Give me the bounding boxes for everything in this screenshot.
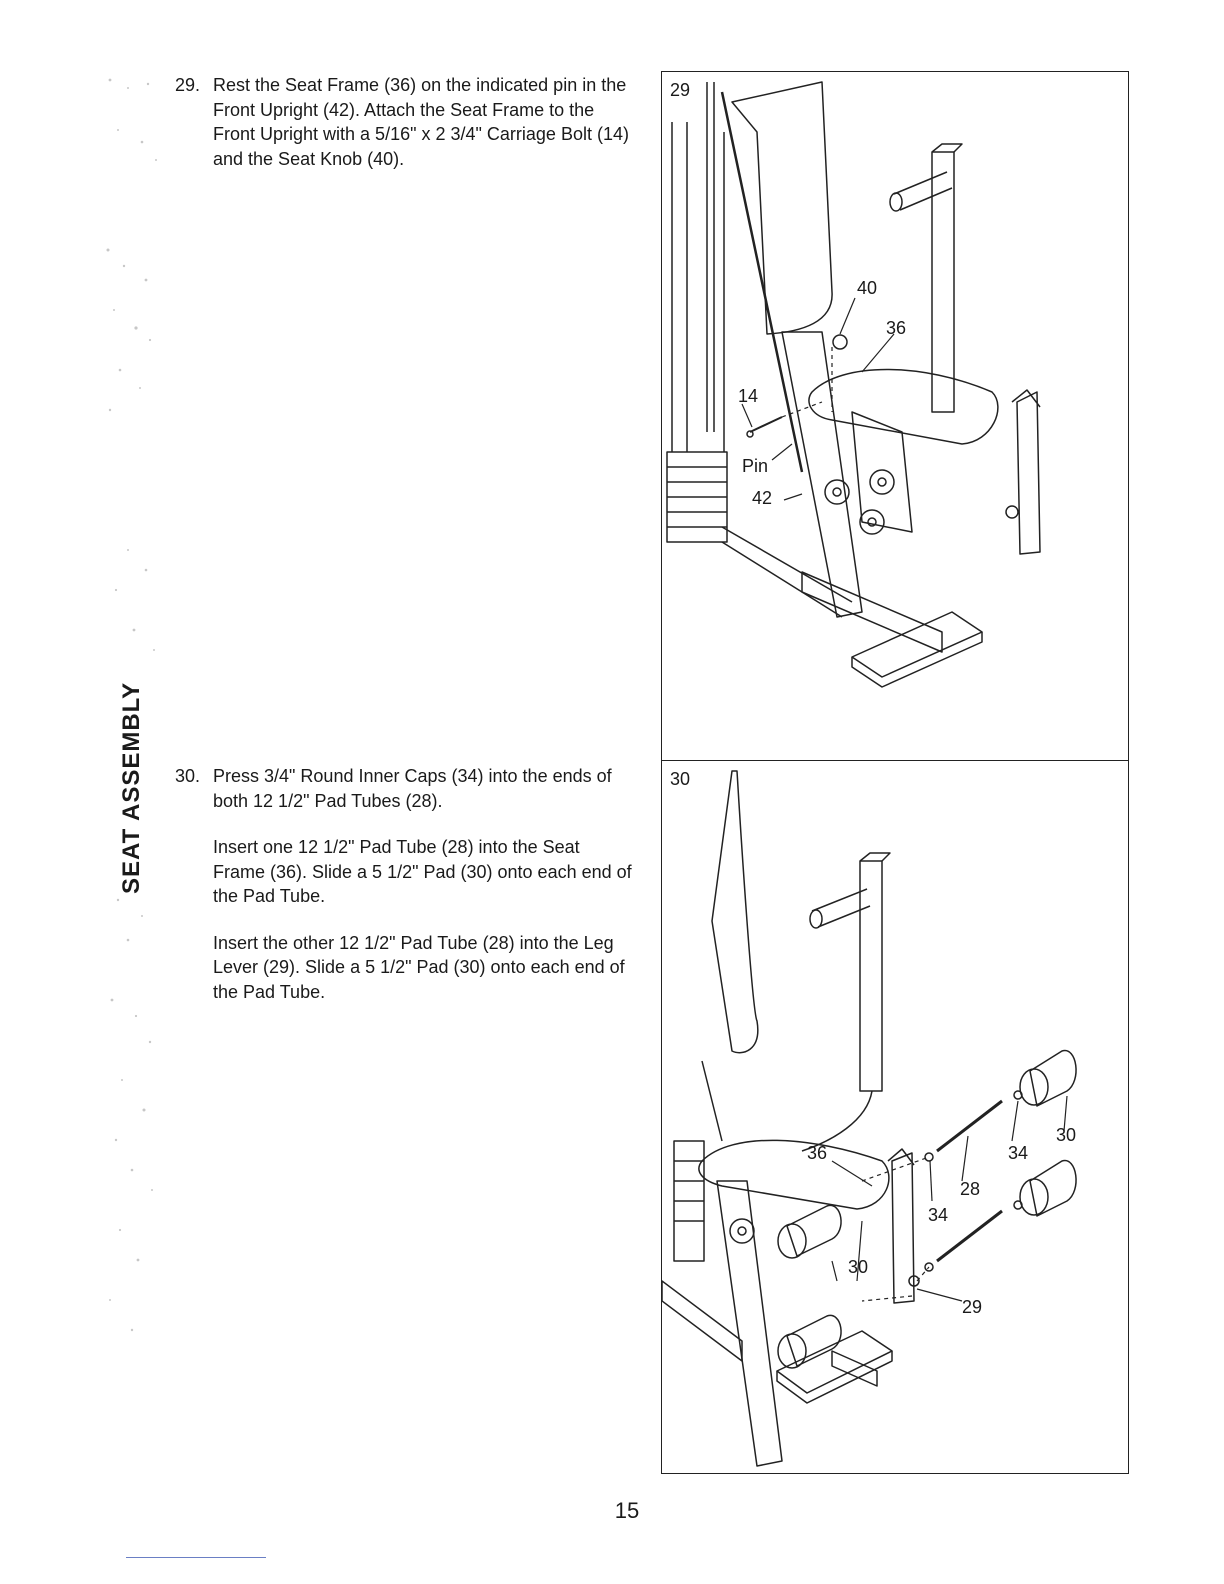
step-30-text-1: Press 3/4" Round Inner Caps (34) into the ends of both 12 1/2" Pad Tubes (28). [213, 766, 612, 811]
figure-29 [661, 71, 1129, 761]
figure-30-number: 30 [670, 769, 691, 789]
step-30-number: 30. [175, 766, 201, 786]
callout-30-34b: 34 [928, 1205, 949, 1225]
step-30 [175, 764, 635, 1026]
callout-30-28: 28 [960, 1179, 981, 1199]
callout-29-14: 14 [738, 386, 759, 406]
figure-29-number: 29 [670, 80, 691, 100]
callout-30-29: 29 [962, 1297, 983, 1317]
callout-29-36: 36 [886, 318, 907, 338]
figure-30 [661, 760, 1129, 1474]
callout-30-34a: 34 [1008, 1143, 1029, 1163]
figure-30-drawing [662, 761, 1128, 1473]
figure-29-drawing [662, 72, 1128, 760]
callout-30-30b: 30 [848, 1257, 869, 1277]
callout-30-30a: 30 [1056, 1125, 1077, 1145]
callout-29-40: 40 [857, 278, 878, 298]
step-30-text-2: Insert one 12 1/2" Pad Tube (28) into the Seat Frame (36). Slide a 5 1/2" Pad (30) onto each end of the Pad Tube. [213, 837, 632, 906]
callout-29-pin: Pin [742, 456, 769, 476]
section-tab: SEAT ASSEMBLY [118, 681, 145, 894]
step-29-text: Rest the Seat Frame (36) on the indicated pin in the Front Upright (42). Attach the Seat Frame to the Front Upright with a 5/16" x 2 3/4" Carriage Bolt (14) and the Seat Knob (40). [213, 75, 629, 169]
step-29 [175, 73, 635, 193]
callout-29-42: 42 [752, 488, 773, 508]
step-30-text-3: Insert the other 12 1/2" Pad Tube (28) into the Leg Lever (29). Slide a 5 1/2" Pad (30) onto each end of the Pad Tube. [213, 932, 625, 1002]
step-29-number: 29. [175, 75, 201, 95]
page-number: 15 [614, 1498, 640, 1523]
callout-30-36: 36 [807, 1143, 828, 1163]
footer-rule [126, 1557, 266, 1558]
